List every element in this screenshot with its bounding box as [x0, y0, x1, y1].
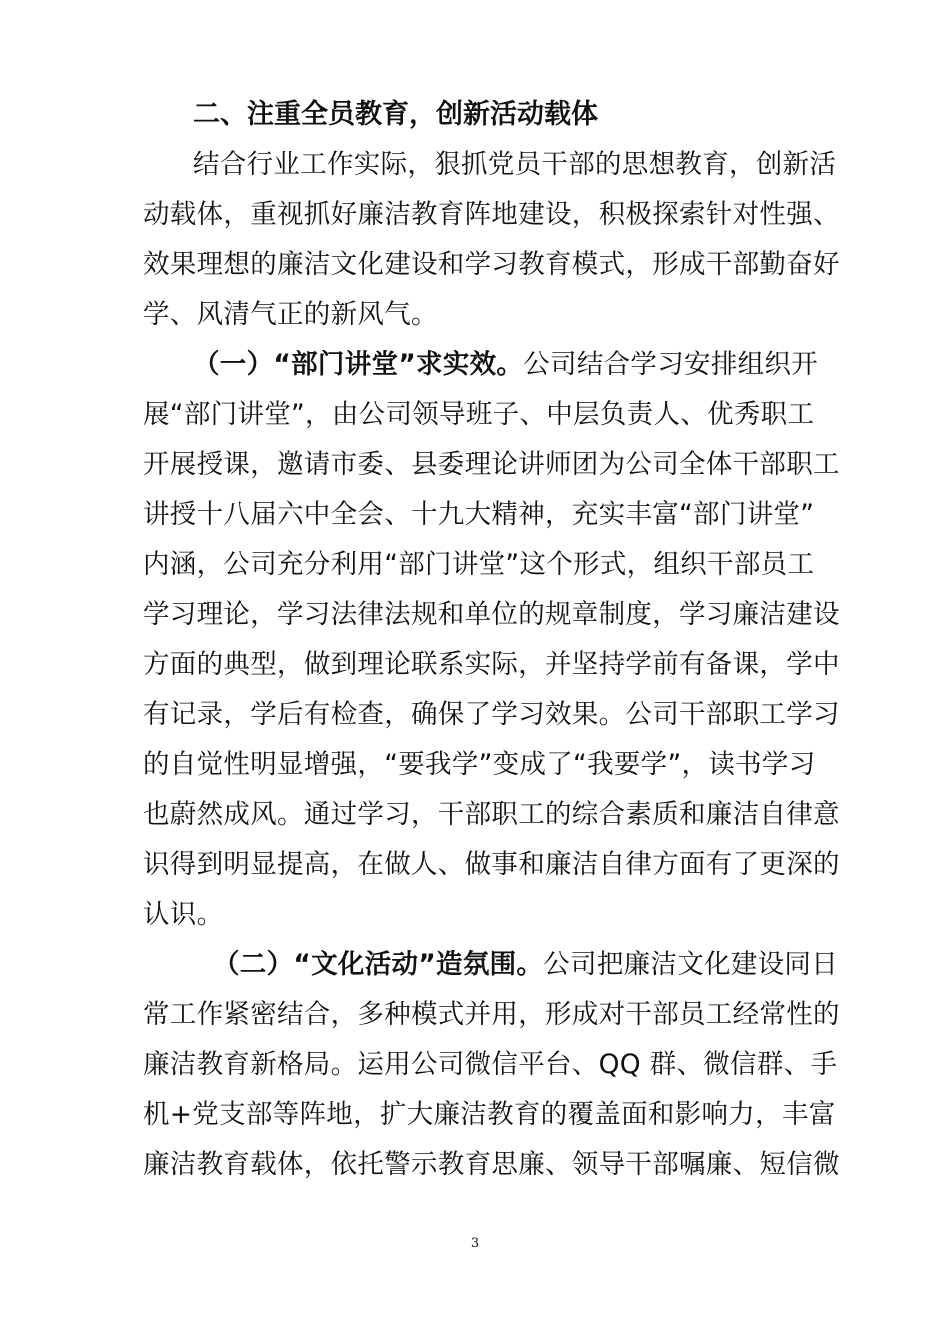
paragraph-line: 效果理想的廉洁文化建设和学习教育模式，形成干部勤奋好: [143, 249, 840, 280]
paragraph-line: 廉洁教育新格局。运用公司微信平台、QQ 群、微信群、手: [143, 1049, 838, 1080]
paragraph-line: 认识。: [143, 899, 224, 930]
subsection-heading: （二）“文化活动”造氛围。: [213, 949, 544, 980]
paragraph-line: 常工作紧密结合，多种模式并用，形成对干部员工经常性的: [143, 999, 840, 1030]
subsection-heading: （一）“部门讲堂”求实效。: [193, 349, 524, 380]
paragraph-line: 动载体，重视抓好廉洁教育阵地建设，积极探索针对性强、: [143, 199, 840, 230]
paragraph-line: 廉洁教育载体，依托警示教育思廉、领导干部嘱廉、短信微: [143, 1149, 840, 1180]
paragraph-line: 结合行业工作实际，狠抓党员干部的思想教育，创新活: [193, 149, 837, 180]
paragraph-line: 学、风清气正的新风气。: [143, 299, 438, 330]
section-heading: 二、注重全员教育，创新活动载体: [193, 99, 598, 130]
paragraph-line: 展“部门讲堂”，由公司领导班子、中层负责人、优秀职工: [143, 399, 815, 430]
paragraph-line: 讲授十八届六中全会、十九大精神，充实丰富“部门讲堂”: [143, 499, 815, 530]
paragraph-line: 有记录，学后有检查，确保了学习效果。公司干部职工学习: [143, 699, 840, 730]
subsection-first-line: [213, 945, 839, 985]
paragraph-line: 识得到明显提高，在做人、做事和廉洁自律方面有了更深的: [143, 849, 840, 880]
subsection-first-line: [193, 345, 819, 385]
paragraph-text: 公司把廉洁文化建设同日: [543, 949, 839, 980]
paragraph-text: 公司结合学习安排组织开: [523, 349, 819, 380]
paragraph-line: 学习理论，学习法律法规和单位的规章制度，学习廉洁建设: [143, 599, 840, 630]
paragraph-line: 机+党支部等阵地，扩大廉洁教育的覆盖面和影响力，丰富: [143, 1099, 836, 1130]
page-number: 3: [470, 1236, 480, 1251]
paragraph-line: 的自觉性明显增强，“要我学”变成了“我要学”，读书学习: [143, 749, 816, 780]
paragraph-line: 方面的典型，做到理论联系实际，并坚持学前有备课，学中: [143, 649, 840, 680]
paragraph-line: 开展授课，邀请市委、县委理论讲师团为公司全体干部职工: [143, 449, 840, 480]
paragraph-line: 也蔚然成风。通过学习，干部职工的综合素质和廉洁自律意: [143, 799, 840, 830]
paragraph-line: 内涵，公司充分利用“部门讲堂”这个形式，组织干部员工: [143, 549, 815, 580]
